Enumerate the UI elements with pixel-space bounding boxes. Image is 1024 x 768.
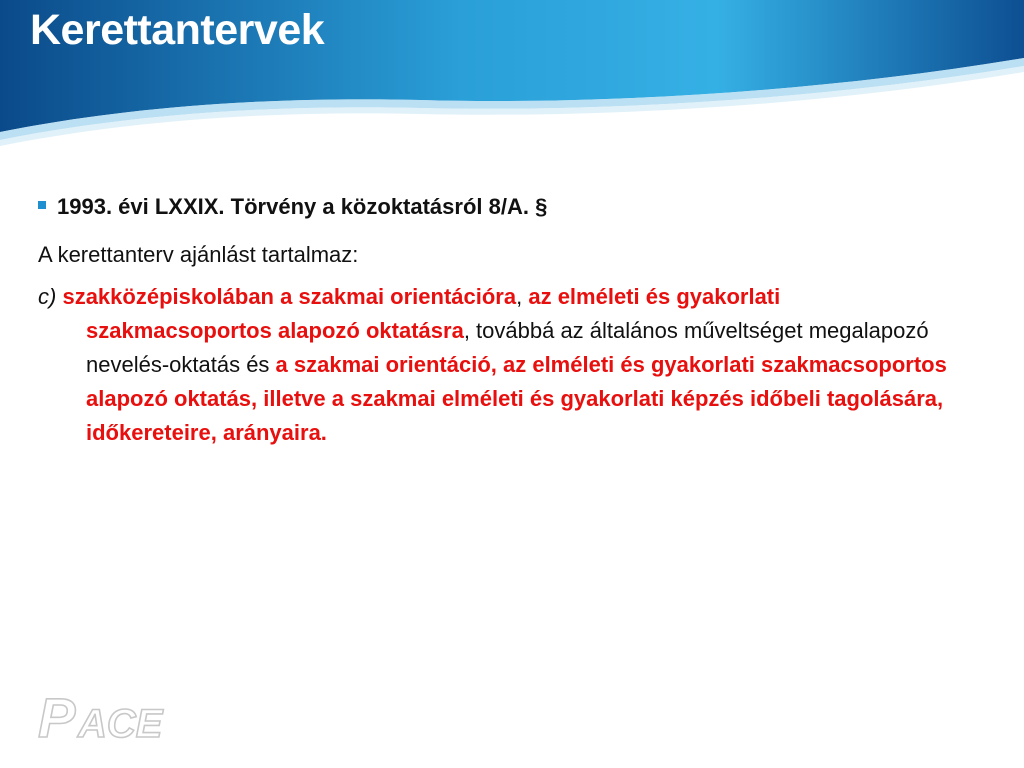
- svg-text:ACE: ACE: [78, 702, 163, 746]
- pace-logo: [38, 680, 198, 755]
- svg-text:P: P: [38, 686, 76, 749]
- highlight-text-3: a szakmai orientáció, az elméleti és gyakorlati szakmacsoportos alapozó oktatás, illetve a szakmai elméleti és gyakorlati képzés időbeli tagolására, időkereteire, arányaira.: [86, 352, 947, 445]
- bullet-item: [38, 192, 968, 222]
- slide-content: [38, 192, 968, 450]
- bullet-text: 1993. évi LXXIX. Törvény a közoktatásról 8/A. §: [57, 194, 548, 219]
- item-label: c): [38, 284, 57, 309]
- plain-text-1: ,: [516, 284, 529, 309]
- highlight-text-2: az elméleti és gyakorlati szakmacsoportos alapozó oktatásra: [86, 284, 781, 343]
- plain-text-2: , továbbá az általános műveltséget megalapozó nevelés-oktatás és: [86, 318, 929, 377]
- slide-title: Kerettantervek: [30, 6, 325, 54]
- highlight-text-1: szakközépiskolában a szakmai orientációra: [62, 284, 517, 309]
- square-bullet-icon: [38, 201, 46, 209]
- item-c-paragraph: [38, 280, 968, 450]
- pace-logo-graphic: [38, 680, 198, 750]
- intro-text: A kerettanterv ajánlást tartalmaz:: [38, 242, 359, 267]
